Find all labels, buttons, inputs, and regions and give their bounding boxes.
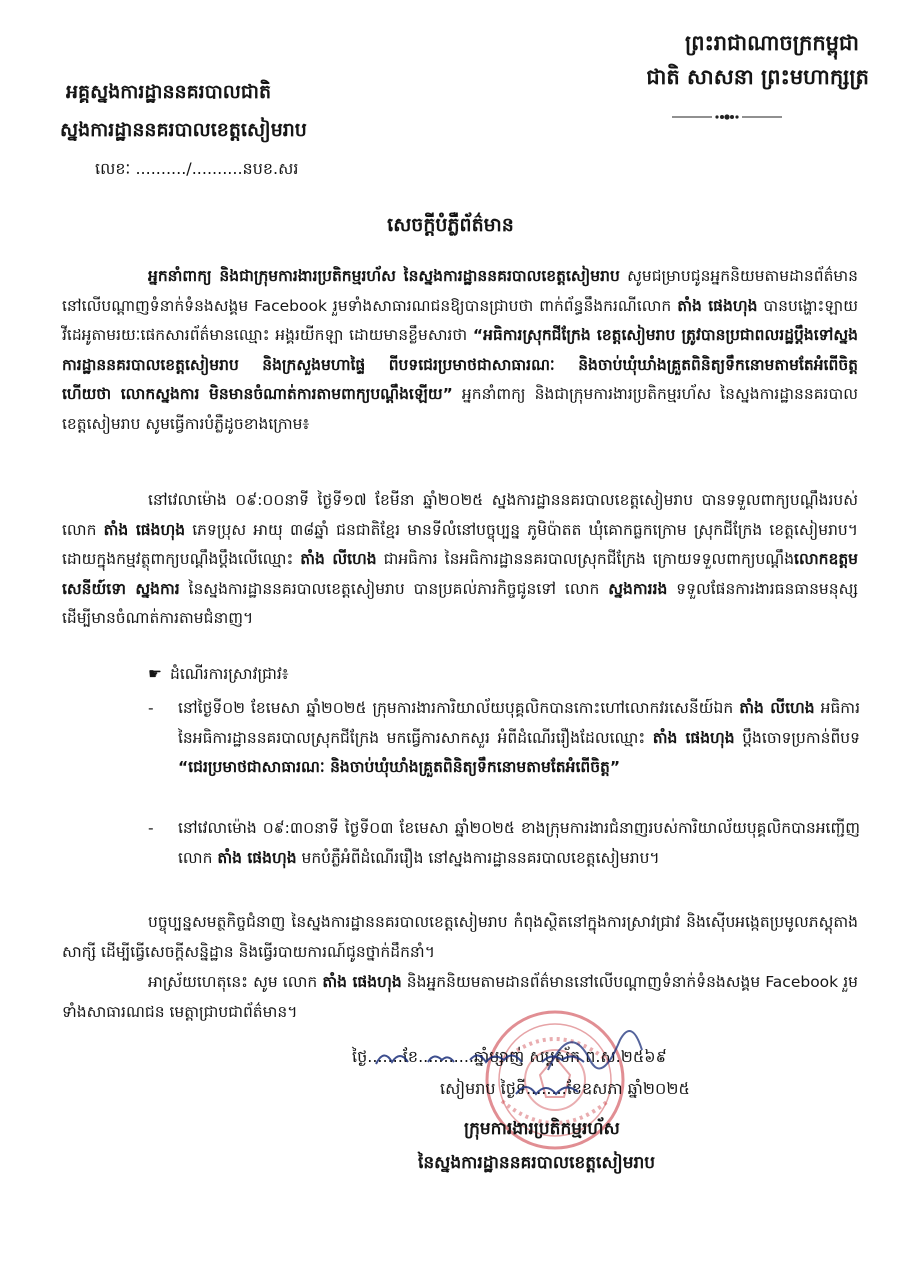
item1-text-3: ប្តឹងចោទប្រកាន់ពីបទ (734, 728, 860, 747)
deputy-commissioner-title: ស្នងការរង (608, 579, 668, 598)
paragraph-intro (62, 262, 858, 439)
signature (540, 1010, 650, 1100)
paragraph-conclusion (62, 968, 858, 1027)
paragraph-complaint (62, 486, 858, 634)
provincial-department-name: ស្នងការដ្ឋាននគរបាលខេត្តសៀមរាប (60, 119, 307, 141)
general-department-name: អគ្គស្នងការដ្ឋាននគរបាលជាតិ (66, 81, 272, 103)
list-item (148, 694, 860, 783)
complainant-name: តាំង ផេងហុង (217, 848, 297, 867)
investigation-heading-text: ដំណើរការស្រាវជ្រាវ៖ (170, 665, 289, 683)
accused-name: តាំង លីហេង (300, 550, 377, 568)
item1-text-2: អធិការ នៃអធិការដ្ឋាននគរបាលស្រុកជីក្រែង មកធ្វើការសាកសួរ អំពីដំណើររឿងដែលឈ្មោះ (178, 699, 860, 747)
document-title: សេចក្តីបំភ្លឺព័ត៌មាន (387, 214, 514, 236)
list-item (148, 814, 860, 873)
quoted-charge: “ជេរប្រមាថជាសាធារណៈ និងចាប់ឃុំឃាំងគ្រួតពិនិត្យទឹកនោមតាមតែអំពើចិត្ត” (178, 758, 621, 776)
intro-text-3: អ្នកនាំពាក្យ និងជាក្រុមការងារប្រតិកម្មរហ័ស នៃស្នងការដ្ឋាននគរបាលខេត្តសៀមរាប សូមធ្វើការបំភ្លឺដូចខាងក្រោម៖ (62, 385, 858, 433)
ornament-divider (672, 110, 782, 124)
quoted-allegation: “អធិការស្រុកជីក្រែង ខេត្តសៀមរាប ត្រូវបានប្រជាពលរដ្ឋប្តឹងទៅស្នងការដ្ឋាននគរបាលខេត្តសៀមរាប និងក្រសួងមហាផ្ទៃ ពីបទជេរប្រមាថជាសាធារណៈ និងចាប់ឃុំឃាំងគ្រួតពិនិត្យទឹកនោមតាមតែអំពើចិត្ត ហើយថា លោកស្នងការ មិនមានចំណាត់ការតាមពាក្យបណ្តឹងឡើយ” (62, 326, 858, 403)
investigation-heading (148, 664, 289, 687)
item2-text-2: មកបំភ្លឺអំពីដំណើររឿង នៅស្នងការដ្ឋាននគរបាលខេត្តសៀមរាប។ (296, 848, 660, 867)
paragraph-current-status: បច្ចុប្បន្នសមត្ថកិច្ចជំនាញ នៃស្នងការដ្ឋាននគរបាលខេត្តសៀមរាប កំពុងស្ថិតនៅក្នុងការស្រាវជ្រាវ និងស៊ើបអង្កេតប្រមូលភស្តុតាង សាក្សី ដើម្បីធ្វើសេចក្តីសន្និដ្ឋាន និងធ្វើរបាយការណ៍ជូនថ្នាក់ដឹកនាំ។ (62, 913, 858, 961)
conclusion-text-2: និងអ្នកនិយមតាមដានព័ត៌មាននៅលើបណ្តាញទំនាក់ទំនងសង្គម Facebook រួមទាំងសាធារណជន មេត្តាជ្រាបជាព័ត៌មាន។ (62, 973, 858, 1021)
intro-text-2: បានបង្ហោះឡាយវីដេអូតាមរយៈផេកសារព័ត៌មានឈ្មោះ អង្គរយីកឡា ដោយមានខ្លឹមសារថា (62, 296, 858, 344)
complaint-text-4: នៃស្នងការដ្ឋាននគរបាលខេត្តសៀមរាប បានប្រគល់ភារកិច្ចជូនទៅ លោក (179, 579, 609, 598)
complaint-text-2: ភេទប្រុស អាយុ ៣៨ឆ្នាំ ជនជាតិខ្មែរ មានទីលំនៅបច្ចុប្បន្ន ភូមិប៉ាតត ឃុំគោកធ្លកក្រោម ស្រុកជីក្រែង ខេត្តសៀមរាប។ ដោយក្នុងកម្មវត្ថុពាក្យបណ្តឹងប្តឹងលើឈ្មោះ (62, 520, 858, 568)
complaint-text-3: ជាអធិការ នៃអធិការដ្ឋាននគរបាលស្រុកជីក្រែង ក្រោយទទួលពាក្យបណ្តឹង (376, 550, 795, 568)
commissioner-title: លោកឧត្តមសេនីយ៍ទោ ស្នងការ (62, 550, 858, 598)
complaint-text: នៅវេលាម៉ោង ០៩:០០នាទី ថ្ងៃទី១៧ ខែមីនា ឆ្នាំ២០២៥ ស្នងការដ្ឋាននគរបាលខេត្តសៀមរាប បានទទួលពាក្យបណ្តឹងរបស់លោក (62, 491, 858, 539)
conclusion-text: អាស្រ័យហេតុនេះ សូម លោក (148, 973, 323, 991)
signer-team: ក្រុមការងារប្រតិកម្មរហ័ស (464, 1119, 620, 1139)
spokesperson-phrase: អ្នកនាំពាក្យ និងជាក្រុមការងារប្រតិកម្មរហ័ស នៃស្នងការដ្ឋាននគរបាលខេត្តសៀមរាប (148, 267, 620, 285)
kingdom-motto-line1: ព្រះរាជាណាចក្រកម្ពុជា (684, 31, 859, 55)
pointing-hand-icon: ☛ (148, 665, 162, 683)
complainant-name: តាំង ផេងហុង (103, 520, 186, 539)
complainant-name: តាំង ផេងហុង (652, 728, 735, 747)
reference-number: លេខៈ ........../..........នបខ.សរ (95, 159, 299, 178)
complainant-name: តាំង ផេងហុង (322, 973, 402, 991)
dash-bullet: - (148, 699, 154, 717)
intro-text: សូមជម្រាបជូនអ្នកនិយមតាមដានព័ត៌មាននៅលើបណ្តាញទំនាក់ទំនងសង្គម Facebook រួមទាំងសាធារណជនឱ្យបានជ្រាបថា ពាក់ព័ន្ធនឹងករណីលោក (62, 267, 859, 315)
solar-date: សៀមរាប ថ្ងៃទី........ខែឧសភា ឆ្នាំ២០២៥ (440, 1079, 690, 1098)
accused-name: តាំង លីហេង (739, 699, 815, 717)
item1-text: នៅថ្ងៃទី០២ ខែមេសា ឆ្នាំ២០២៥ ក្រុមការងារការិយាល័យបុគ្គលិកបានកោះហៅលោកវរសេនីយ៍ឯក (178, 699, 740, 717)
complainant-name: តាំង ផេងហុង (677, 296, 758, 315)
dash-bullet: - (148, 819, 154, 837)
kingdom-motto-line2: ជាតិ សាសនា ព្រះមហាក្សត្រ (646, 65, 869, 89)
signer-department: នៃស្នងការដ្ឋាននគរបាលខេត្តសៀមរាប (418, 1153, 656, 1173)
lunar-date: ថ្ងៃ.......ខែ...........ឆ្នាំម្សាញ់ សប្តស័ក ព.ស.២៥៦៩ (352, 1047, 667, 1066)
item2-text: នៅវេលាម៉ោង ០៩:៣០នាទី ថ្ងៃទី០៣ ខែមេសា ឆ្នាំ២០២៥ ខាងក្រុមការងារជំនាញរបស់ការិយាល័យបុគ្គលិកបានអញ្ជើញលោក (178, 819, 860, 867)
complaint-text-5: ទទួលផែនការងារធនធានមនុស្ស ដើម្បីមានចំណាត់ការតាមជំនាញ។ (62, 579, 858, 627)
